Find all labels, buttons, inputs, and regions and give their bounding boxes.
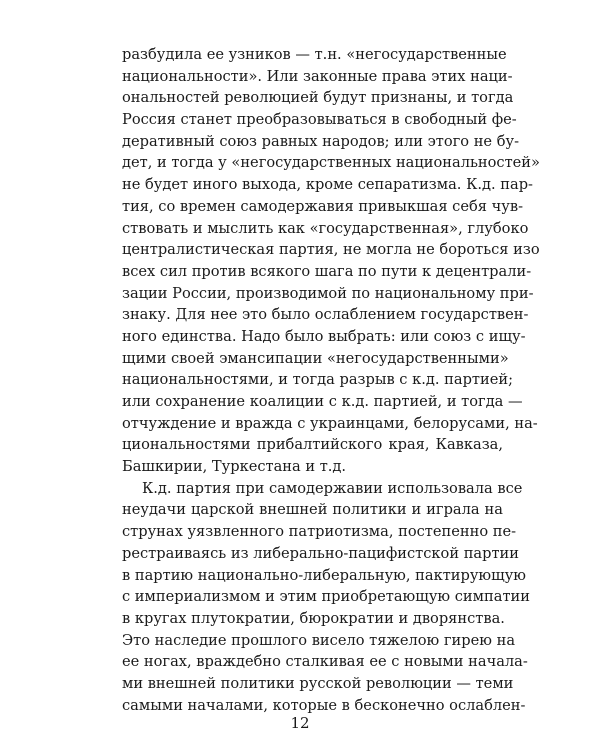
text-line: с империализмом и этим приобретающую симпатии <box>122 588 530 606</box>
text-line: в партию национально-либеральную, пактирующую <box>122 566 527 584</box>
text-line: разбудила ее узников — т.н. «негосударственные <box>122 46 507 63</box>
text-line: неудачи царской внешней политики и играла на <box>122 501 503 519</box>
body-text <box>122 44 540 716</box>
text-line: национальности». Или законные права этих наци- <box>122 67 513 85</box>
page-number: 12 <box>290 714 310 732</box>
text-line: Башкирии, Туркестана и т.д. <box>122 458 347 476</box>
text-line: национальностями, и тогда разрыв с к.д. партией; <box>122 371 513 389</box>
text-line: тия, со времен самодержавия привыкшая себя чув- <box>122 197 524 215</box>
text-line: в кругах плутократии, бюрократии и дворянства. <box>122 609 505 627</box>
text-line: отчуждение и вражда с украинцами, белорусами, на- <box>122 414 538 432</box>
text-line: Это наследие прошлого висело тяжелою гирею на <box>122 631 516 649</box>
text-line: струнах уязвленного патриотизма, постепенно пе- <box>122 523 517 541</box>
text-line: ми внешней политики русской революции — теми <box>122 674 514 692</box>
text-line: ее ногах, враждебно сталкивая ее с новыми начала- <box>122 653 528 671</box>
text-line: рестраиваясь из либерально-пацифистской партии <box>122 544 520 562</box>
text-line: щими своей эмансипации «негосударственными» <box>122 349 509 367</box>
text-line: не будет иного выхода, кроме сепаратизма. К.д. пар- <box>122 176 533 194</box>
text-line: циональностями прибалтийского края, Кавказа, <box>122 436 503 454</box>
text-line: деративный союз равных народов; или этого не бу- <box>122 132 519 150</box>
text-line: ствовать и мыслить как «государственная», глубоко <box>122 219 529 237</box>
text-line: Россия станет преобразовываться в свободный фе- <box>122 111 517 129</box>
text-line: К.д. партия при самодержавии использовала все <box>142 479 523 497</box>
text-line: ональностей революцией будут признаны, и тогда <box>122 89 514 107</box>
text-line: всех сил против всякого шага по пути к децентрали- <box>122 262 532 280</box>
text-line: или сохранение коалиции с к.д. партией, и тогда — <box>122 393 523 410</box>
text-line: дет, и тогда у «негосударственных национальностей» <box>122 154 540 172</box>
text-line: централистическая партия, не могла не бороться изо <box>122 241 540 259</box>
text-line: знаку. Для нее это было ослаблением государствен- <box>122 306 529 324</box>
text-line: зации России, производимой по национальному при- <box>122 284 534 302</box>
text-line: ного единства. Надо было выбрать: или союз с ищу- <box>122 327 526 345</box>
text-line: самыми началами, которые в бесконечно ослаблен- <box>122 696 526 714</box>
